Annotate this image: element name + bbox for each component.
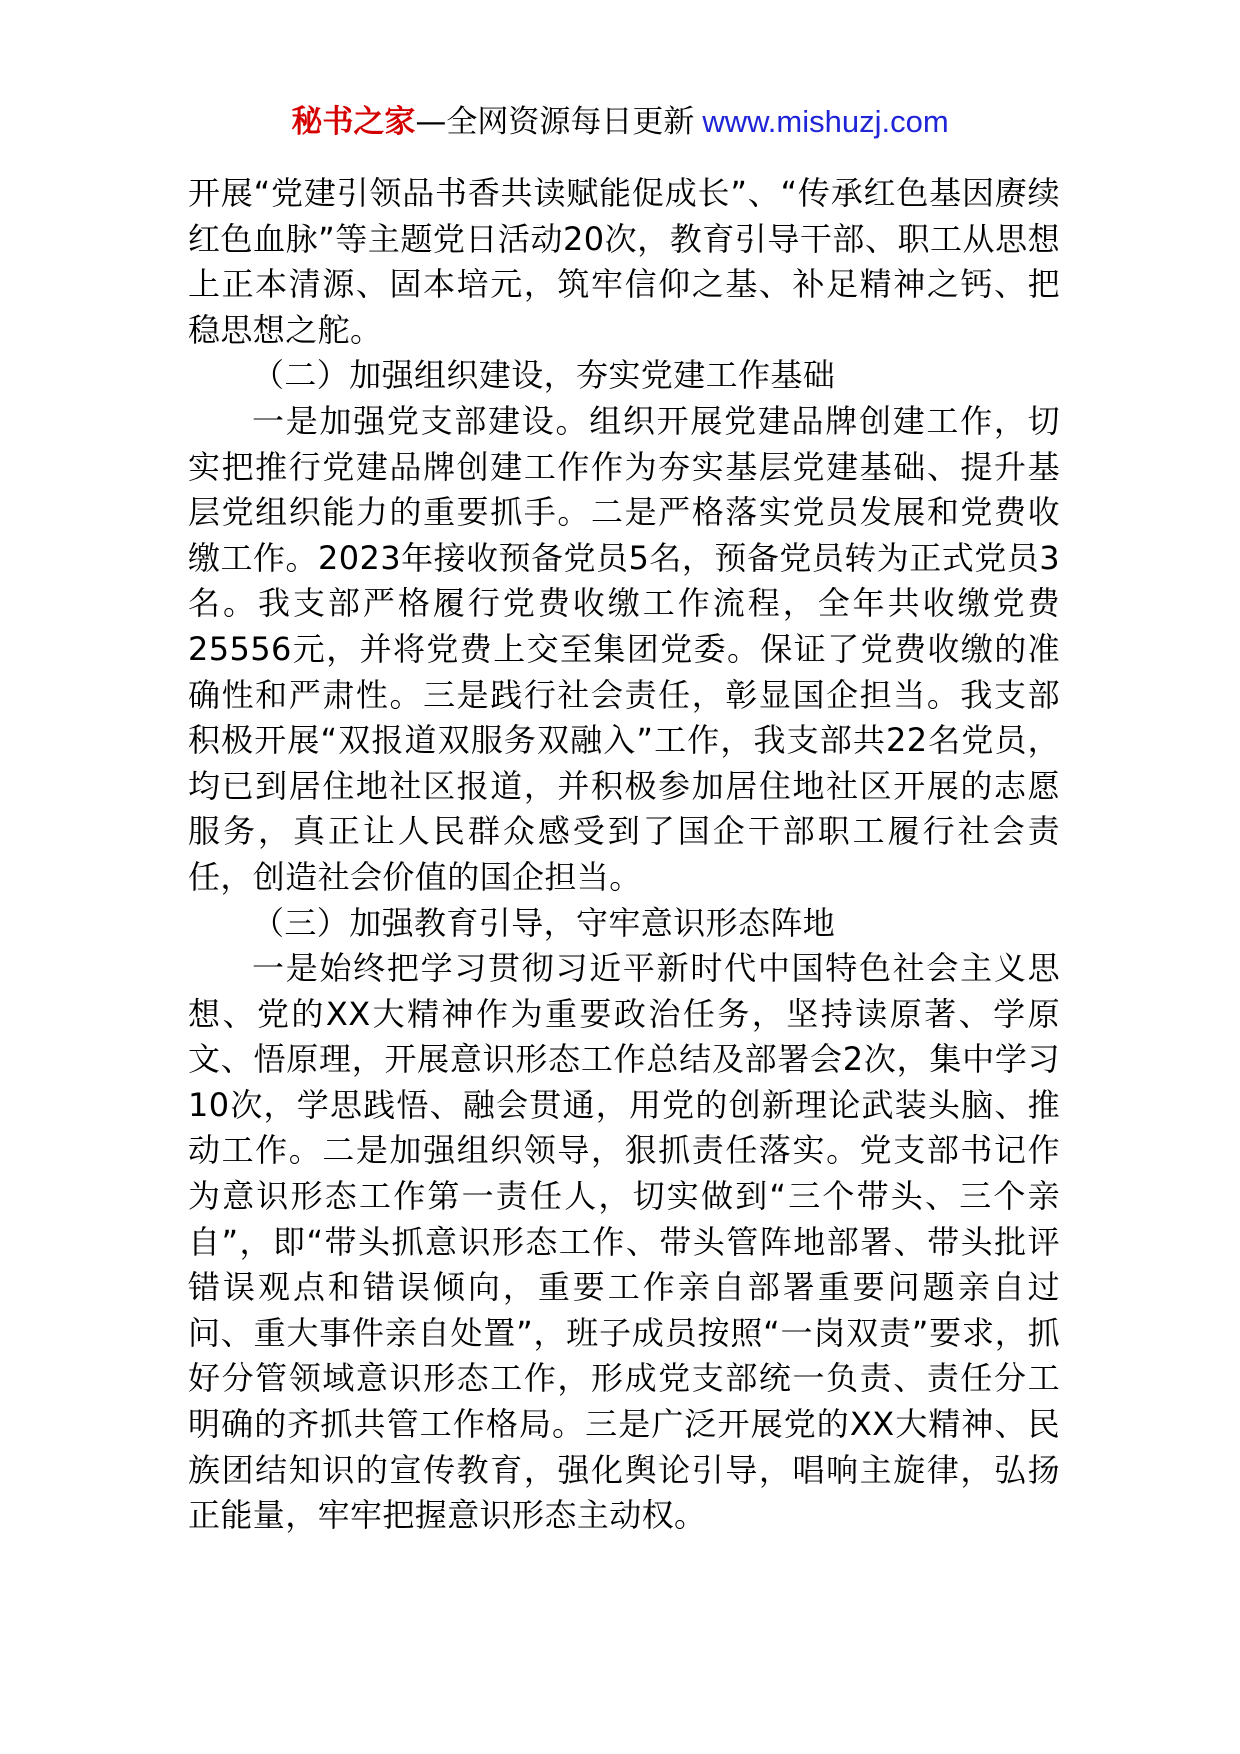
paragraph-education: 一是始终把学习贯彻习近平新时代中国特色社会主义思想、党的XX大精神作为重要政治任务，坚持读原著、学原文、悟原理，开展意识形态工作总结及部署会2次，集中学习10次，学思践悟、融会贯通，用党的创新理论武装头脑、推动工作。二是加强组织领导，狠抓责任落实。党支部书记作为意识形态工作第一责任人，切实做到“三个带头、三个亲自”，即“带头抓意识形态工作、带头管阵地部署、带头批评错误观点和错误倾向，重要工作亲自部署重要问题亲自过问、重大事件亲自处置”，班子成员按照“一岗双责”要求，抓好分管领域意识形态工作，形成党支部统一负责、责任分工明确的齐抓共管工作格局。三是广泛开展党的XX大精神、民族团结知识的宣传教育，强化舆论引导，唱响主旋律，弘扬正能量，牢牢把握意识形态主动权。 — [188, 949, 1060, 1535]
section-heading-organization: （二）加强组织建设，夯实党建工作基础 — [252, 356, 836, 395]
paragraph-organization: 一是加强党支部建设。组织开展党建品牌创建工作，切实把推行党建品牌创建工作作为夯实基层党建基础、提升基层党组织能力的重要抓手。二是严格落实党员发展和党费收缴工作。2023年接收预备党员5名，预备党员转为正式党员3名。我支部严格履行党费收缴工作流程，全年共收缴党费25556元，并将党费上交至集团党委。保证了党费收缴的准确性和严肃性。三是践行社会责任，彰显国企担当。我支部积极开展“双报道双服务双融入”工作，我支部共22名党员，均已到居住地社区报道，并积极参加居住地社区开展的志愿服务，真正让人民群众感受到了国企干部职工履行社会责任，创造社会价值的国企担当。 — [188, 401, 1060, 896]
section-heading-education: （三）加强教育引导，守牢意识形态阵地 — [252, 903, 836, 942]
brand-name: 秘书之家 — [291, 104, 416, 140]
document-body — [188, 171, 1060, 1539]
page-header — [0, 100, 1240, 144]
header-tagline: —全网资源每日更新 — [415, 104, 695, 140]
site-url-link[interactable]: www.mishuzj.com — [702, 104, 949, 139]
paragraph-continuation: 开展“党建引领品书香共读赋能促成长”、“传承红色基因赓续红色血脉”等主题党日活动20次，教育引导干部、职工从思想上正本清源、固本培元，筑牢信仰之基、补足精神之钙、把稳思想之舵。 — [188, 174, 1060, 349]
